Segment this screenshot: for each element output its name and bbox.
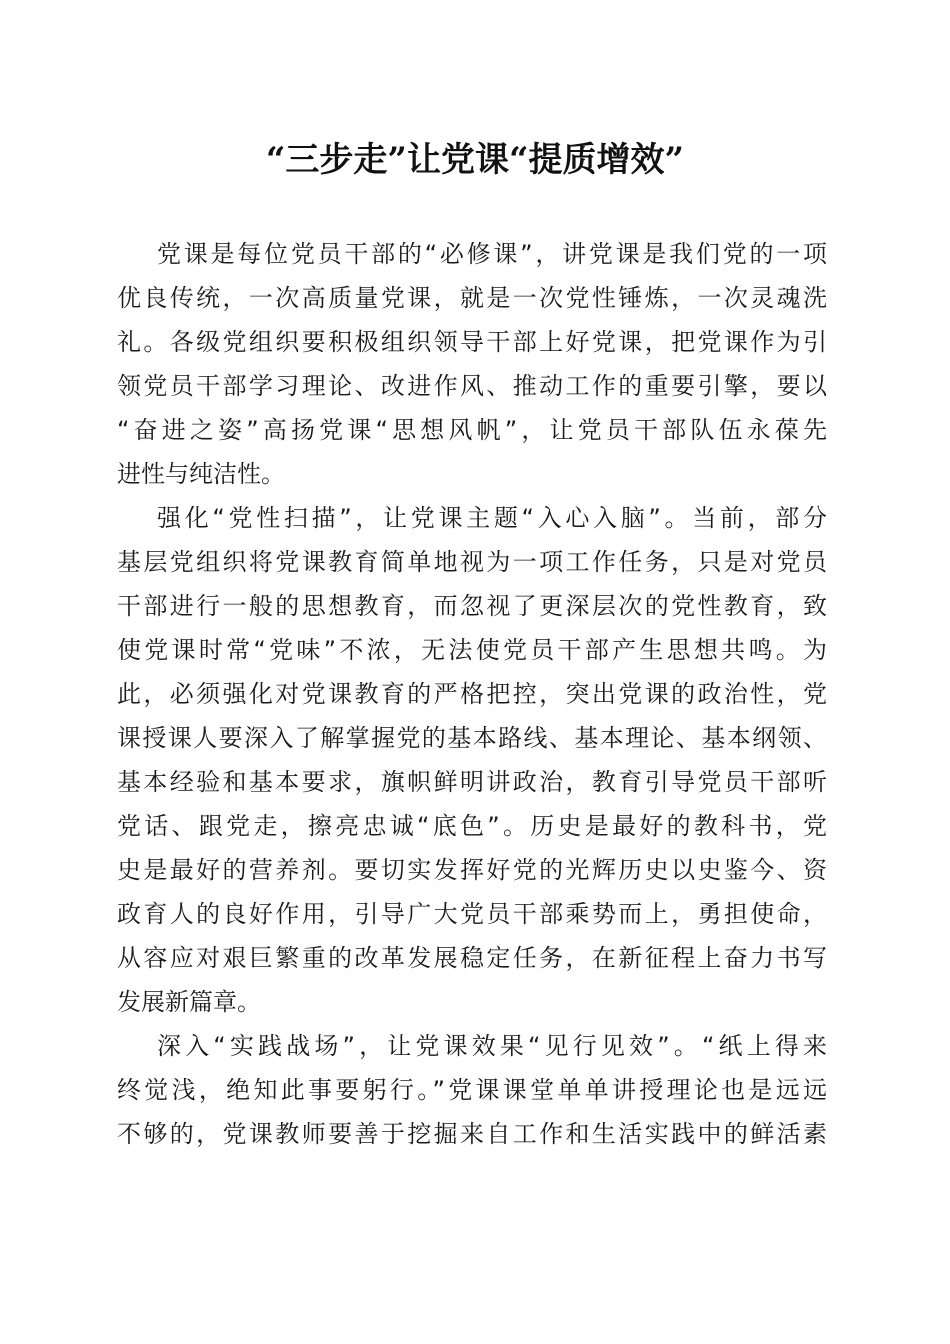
paragraph-2-line-4: 使党课时常“党味”不浓，无法使党员干部产生思想共鸣。为 [117,636,827,664]
paragraph-3-line-1: 深入“实践战场”，让党课效果“见行见效”。“纸上得来 [157,1032,827,1060]
paragraph-3-line-3: 不够的，党课教师要善于挖掘来自工作和生活实践中的鲜活素 [117,1120,827,1148]
paragraph-2-line-8: 党话、跟党走，擦亮忠诚“底色”。历史是最好的教科书，党 [117,812,827,840]
paragraph-1-line-4: 领党员干部学习理论、改进作风、推动工作的重要引擎，要以 [117,372,827,400]
paragraph-2-line-6: 课授课人要深入了解掌握党的基本路线、基本理论、基本纲领、 [117,724,827,752]
paragraph-2-line-2: 基层党组织将党课教育简单地视为一项工作任务，只是对党员 [117,548,827,576]
paragraph-1-line-6: 进性与纯洁性。 [117,460,285,488]
paragraph-2-line-1: 强化“党性扫描”，让党课主题“入心入脑”。当前，部分 [157,504,827,532]
paragraph-1-line-5: “奋进之姿”高扬党课“思想风帆”，让党员干部队伍永葆先 [117,416,827,444]
document-title: “三步走”让党课“提质增效” [265,140,685,180]
paragraph-3-line-2: 终觉浅，绝知此事要躬行。”党课课堂单单讲授理论也是远远 [117,1076,827,1104]
paragraph-2-line-9: 史是最好的营养剂。要切实发挥好党的光辉历史以史鉴今、资 [117,856,827,884]
paragraph-1-line-1: 党课是每位党员干部的“必修课”，讲党课是我们党的一项 [157,240,827,268]
paragraph-2-line-3: 干部进行一般的思想教育，而忽视了更深层次的党性教育，致 [117,592,827,620]
paragraph-2-line-10: 政育人的良好作用，引导广大党员干部乘势而上，勇担使命， [117,900,827,928]
paragraph-1-line-3: 礼。各级党组织要积极组织领导干部上好党课，把党课作为引 [117,328,827,356]
paragraph-2-line-12: 发展新篇章。 [117,988,261,1016]
paragraph-2-line-7: 基本经验和基本要求，旗帜鲜明讲政治，教育引导党员干部听 [117,768,827,796]
paragraph-1-line-2: 优良传统，一次高质量党课，就是一次党性锤炼，一次灵魂洗 [117,284,827,312]
document-body [117,232,827,1156]
paragraph-2-line-5: 此，必须强化对党课教育的严格把控，突出党课的政治性，党 [117,680,827,708]
paragraph-2-line-11: 从容应对艰巨繁重的改革发展稳定任务，在新征程上奋力书写 [117,944,827,972]
